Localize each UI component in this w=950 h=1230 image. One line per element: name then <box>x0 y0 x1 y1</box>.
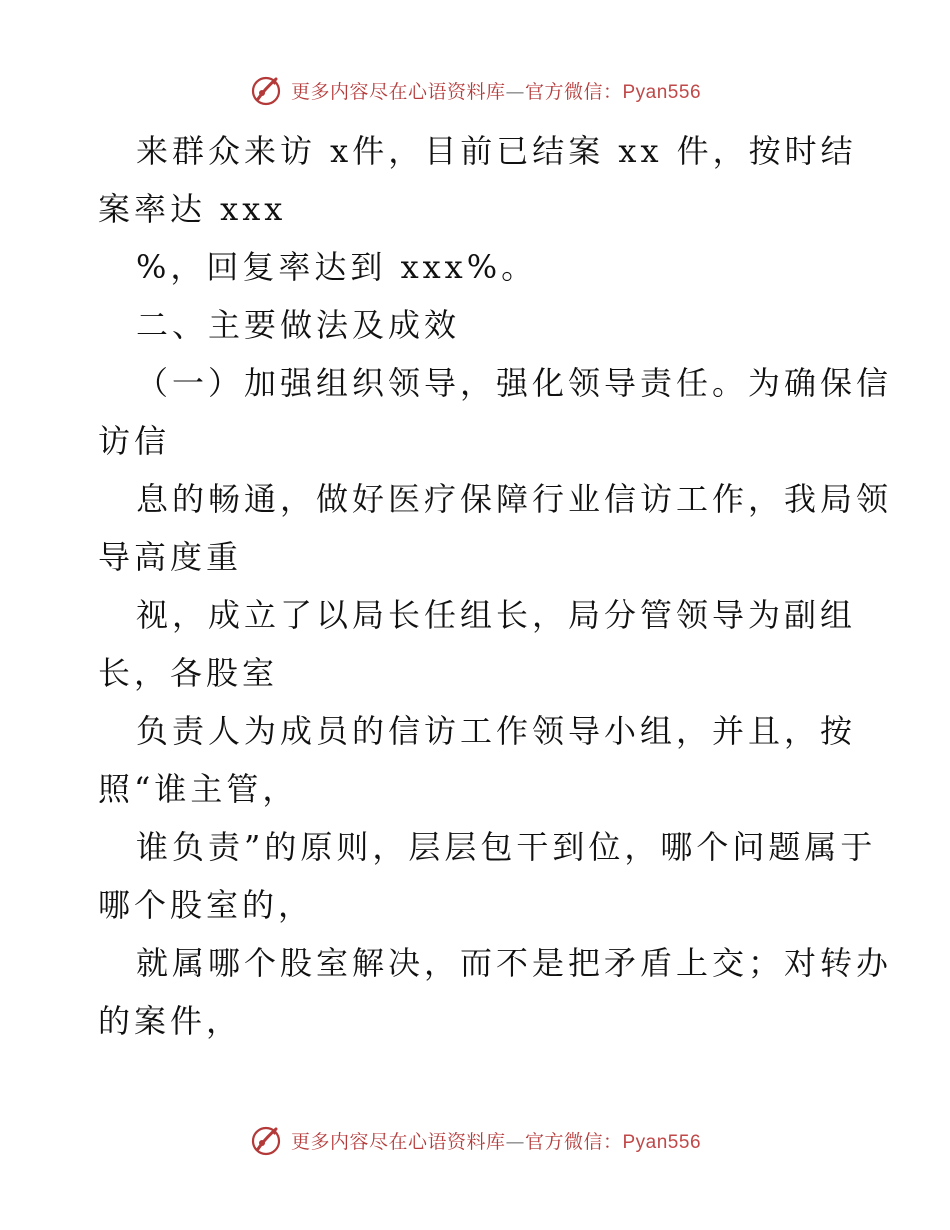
header-contact-label: 官方微信： <box>524 80 623 103</box>
text-line: 谁负责”的原则，层层包干到位，哪个问题属于 <box>136 828 877 866</box>
footer-brand-text: 更多内容尽在心语资料库 <box>290 1130 506 1153</box>
footer-contact-label: 官方微信： <box>524 1130 623 1153</box>
section-heading: 二、主要做法及成效 <box>136 306 461 344</box>
document-body <box>98 122 893 1050</box>
text-line: 负责人为成员的信访工作领导小组，并且，按 <box>136 712 857 750</box>
text-line: 访信 <box>98 422 171 460</box>
text-line: （一）加强组织领导，强化领导责任。为确保信 <box>136 364 893 402</box>
header-contact-id: Pyan556 <box>622 81 702 103</box>
header-brand-text: 更多内容尽在心语资料库 <box>290 80 506 103</box>
footer-separator: — <box>505 1130 525 1153</box>
text-line: 的案件， <box>98 1002 243 1040</box>
text-line: %，回复率达到 xxx%。 <box>136 248 538 286</box>
text-line: 照“谁主管， <box>98 770 299 808</box>
header-banner <box>0 70 950 110</box>
brush-logo-icon <box>249 73 283 107</box>
footer-banner-text <box>291 1127 701 1154</box>
text-line: 案率达 xxx <box>98 190 287 228</box>
text-line: 长，各股室 <box>98 654 279 692</box>
text-line: 视，成立了以局长任组长，局分管领导为副组 <box>136 596 857 634</box>
footer-banner <box>0 1120 950 1160</box>
text-line: 哪个股室的， <box>98 886 315 924</box>
text-line: 息的畅通，做好医疗保障行业信访工作，我局领 <box>136 480 893 518</box>
text-line: 导高度重 <box>98 538 243 576</box>
header-separator: — <box>505 80 525 103</box>
brush-logo-icon <box>249 1123 283 1157</box>
footer-contact-id: Pyan556 <box>622 1131 702 1153</box>
text-line: 来群众来访 x件，目前已结案 xx 件，按时结 <box>136 132 857 170</box>
text-line: 就属哪个股室解决，而不是把矛盾上交；对转办 <box>136 944 893 982</box>
header-banner-text <box>291 77 701 104</box>
